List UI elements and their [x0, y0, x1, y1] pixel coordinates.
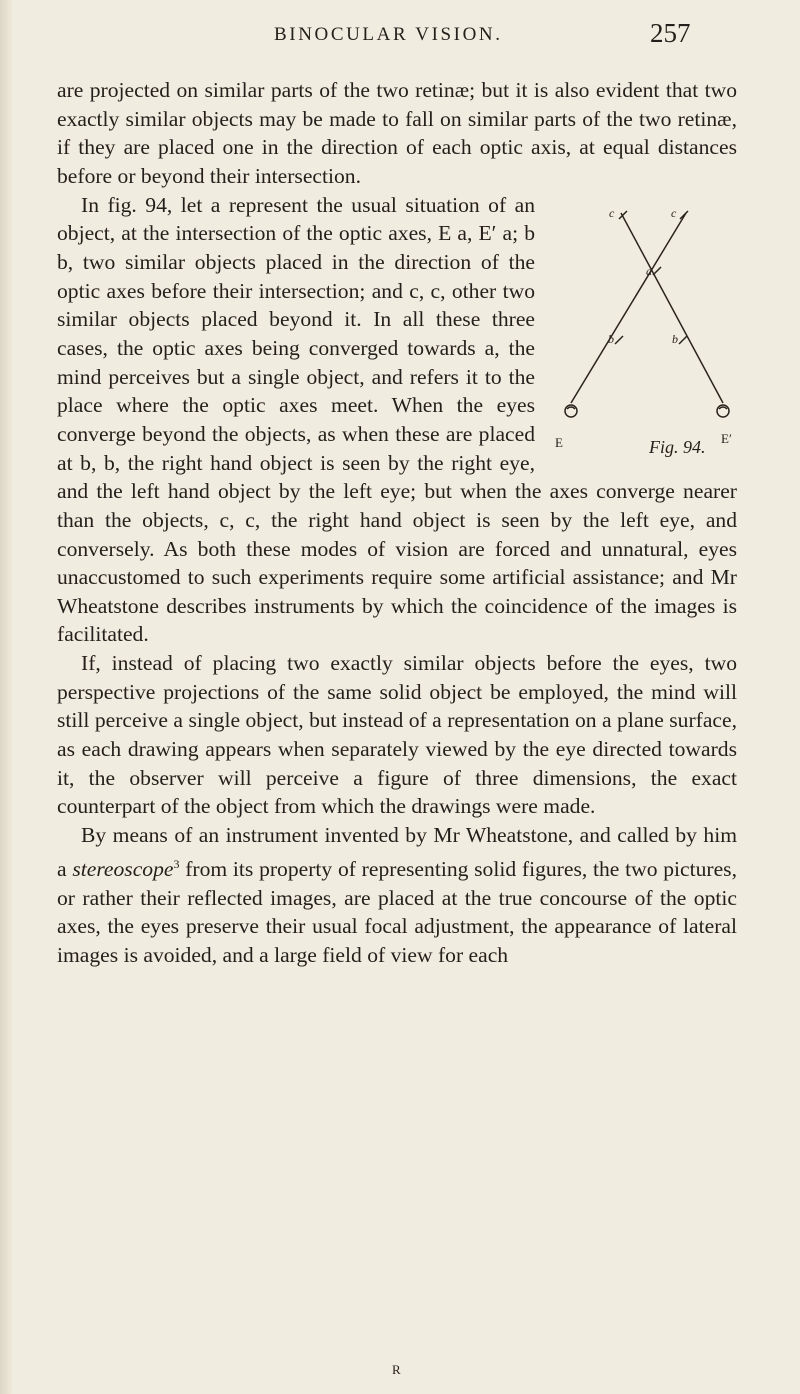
label-b-left: b	[608, 331, 614, 346]
paragraph-1: are projected on similar parts of the two retinæ; but it is also evident that two exactly similar objects may be made to fall on similar parts of the two retinæ, if they are placed one in the direction of each optic axis, at equal distances before or beyond their intersection.	[57, 78, 737, 188]
figure-caption: Fig. 94.	[649, 436, 706, 457]
figure-94	[545, 197, 741, 463]
label-a: a	[646, 263, 652, 278]
term-stereoscope: stereoscope	[72, 856, 174, 881]
object-b-left	[615, 336, 623, 344]
left-eye-iris	[567, 407, 575, 409]
optic-axes-diagram	[545, 197, 741, 431]
footnote-marker: 3	[173, 856, 180, 871]
page-edge-shadow	[0, 0, 12, 1394]
running-head: BINOCULAR VISION.	[274, 24, 503, 45]
paragraph-3: If, instead of placing two exactly similar objects before the eyes, two perspective projections of the same solid object be employed, the mind will still perceive a single object, but instead of a representation on a plane surface, as each drawing appears when separately viewed by the eye directed towards it, the observer will perceive a figure of three dimensions, the exact counterpart of the object from which the drawings were made.	[57, 651, 737, 819]
object-a	[653, 267, 661, 275]
label-c-left: c	[609, 205, 615, 220]
page-number: 257	[650, 18, 691, 48]
object-c-right	[680, 211, 688, 219]
label-e-right: E′	[721, 430, 732, 446]
optic-axis-right-line	[621, 213, 723, 403]
page-header	[0, 16, 800, 56]
paragraph-4-lead: By means of an instrument invented by Mr Wheatstone, and called by him a	[57, 823, 737, 881]
object-b-right	[679, 336, 687, 344]
signature-mark: R	[392, 1362, 401, 1377]
paragraph-2: In fig. 94, let a represent the usual situation of an object, at the intersection of the optic axes, E a, E′ a; b b, two similar objects placed in the direction of the optic axes before their intersection; and c, c, other two similar objects placed beyond it. In all these three cases, the optic axes being converged towards a, the mind perceives but a single object, and refers it to the place where the optic axes meet. When the eyes converge beyond the objects, as when these are placed at b, b, the right hand object is seen by the right eye, and the left hand object by the left eye; but when the axes converge nearer than the objects, c, c, the right hand object is seen by the left eye, and conversely. As both these modes of vision are forced and unnatural, eyes unaccustomed to such experiments require some artificial assistance; and Mr Wheatstone describes instruments by which the coincidence of the images is facilitated.	[57, 192, 737, 647]
body-text	[57, 76, 737, 970]
label-c-right: c	[671, 205, 677, 220]
label-e-left: E	[555, 434, 563, 450]
paragraph-4-rest: from its property of representing solid figures, the two pictures, or rather their reflected images, are placed at the true concourse of the optic axes, the eyes preserve their usual focal adjustment, the appearance of lateral images is avoided, and a large field of view for each	[57, 856, 737, 967]
right-eye-iris	[719, 407, 727, 409]
paragraph-4	[57, 821, 737, 969]
label-b-right: b	[672, 331, 678, 346]
optic-axis-left-line	[571, 213, 686, 403]
